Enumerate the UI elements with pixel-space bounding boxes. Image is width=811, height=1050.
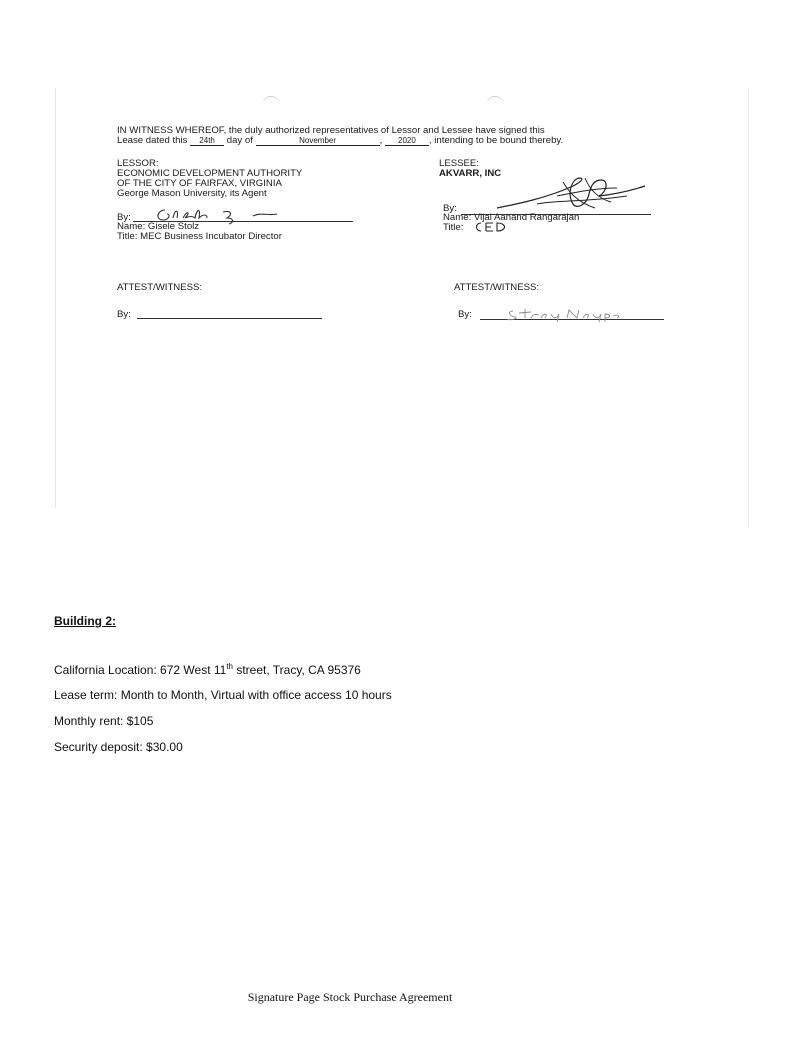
witness-clause-line1: IN WITNESS WHEREOF, the duly authorized representatives of Lessor and Lessee have signed this — [117, 125, 545, 136]
lessee-heading: LESSEE: — [439, 158, 479, 169]
lessor-title: Title: MEC Business Incubator Director — [117, 231, 282, 242]
lease-day: 24th — [190, 137, 224, 146]
attest-right-by-label: By: — [458, 309, 472, 320]
monthly-rent: Monthly rent: $105 — [54, 714, 154, 728]
lessor-by-label: By: — [117, 212, 131, 223]
lessor-agent: George Mason University, its Agent — [117, 188, 267, 199]
lessor-heading: LESSOR: — [117, 158, 159, 169]
lessor-name: Name: Gisele Stolz — [117, 221, 200, 232]
attest-right-signature — [505, 306, 625, 322]
lease-term: Lease term: Month to Month, Virtual with office access 10 hours — [54, 688, 392, 702]
lessee-title-label: Title: — [443, 222, 464, 233]
attest-left-heading: ATTEST/WITNESS: — [117, 282, 203, 293]
lessee-title-handwritten — [473, 220, 507, 234]
attest-left-signature-line — [137, 318, 322, 319]
attest-left-by-label: By: — [117, 309, 131, 320]
lessor-org-line1: ECONOMIC DEVELOPMENT AUTHORITY — [117, 168, 303, 179]
punch-hole — [486, 96, 504, 106]
lessee-by-label: By: — [443, 203, 457, 214]
lease-month: November — [256, 137, 380, 146]
california-location: California Location: 672 West 11th street, Tracy, CA 95376 — [54, 662, 361, 677]
punch-hole — [262, 96, 280, 106]
scan-edge — [748, 88, 749, 528]
attest-right-heading: ATTEST/WITNESS: — [454, 282, 540, 293]
lease-year: 2020 — [385, 137, 429, 146]
page-footer: Signature Page Stock Purchase Agreement — [247, 990, 453, 1004]
security-deposit: Security deposit: $30.00 — [54, 740, 183, 754]
scan-edge — [55, 88, 56, 508]
witness-clause-line2: Lease dated this 24th day of November , 2020 , intending to be bound thereby. — [117, 135, 564, 146]
lessee-signature — [477, 174, 647, 214]
lessee-company: AKVARR, INC — [439, 168, 502, 179]
lessor-org-line2: OF THE CITY OF FAIRFAX, VIRGINIA — [117, 178, 282, 189]
building-heading: Building 2: — [54, 614, 116, 628]
lessee-name: Name: Vijai Aanand Rangarajan — [443, 212, 580, 223]
